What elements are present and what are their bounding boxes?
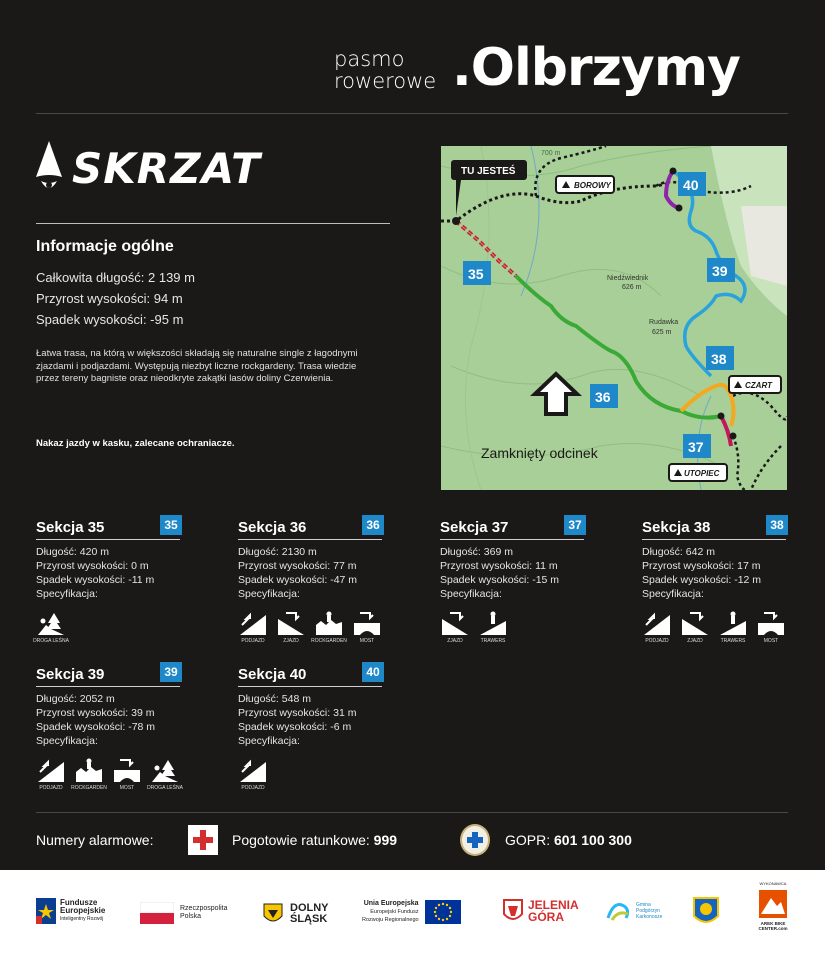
peak-rudawka-height: 625 m: [652, 329, 672, 336]
section-divider: [36, 686, 180, 687]
closed-section-label: Zamknięty odcinek: [481, 445, 598, 461]
jg-line1: JELENIA: [528, 898, 579, 912]
forest-road-icon: [38, 611, 64, 635]
spec-traverse: [478, 611, 508, 644]
poi-czart-label: CZART: [745, 381, 772, 390]
section-divider: [440, 539, 584, 540]
section-ascent: Przyrost wysokości: 0 m: [36, 560, 149, 572]
ue-line1: Unia Europejska: [363, 900, 419, 907]
section-length: Długość: 2130 m: [238, 546, 317, 558]
brand-small-text: [334, 48, 436, 92]
peak-niedzwiednik-height: 626 m: [622, 284, 642, 291]
fe-line3: Inteligentny Rozwój: [60, 916, 104, 922]
eagle-icon: [262, 902, 284, 926]
map-badge-40: [678, 172, 706, 196]
spec-climb: [36, 758, 66, 791]
gmina-line1: Gmina: [636, 902, 651, 908]
descent-icon: [682, 611, 708, 635]
info-heading: Informacje ogólne: [36, 238, 174, 255]
arek-mountain-icon: [759, 890, 787, 918]
gopr-emblem-icon: [460, 824, 490, 856]
climb-icon: [240, 758, 266, 782]
bridge-icon: [354, 611, 380, 635]
logo-arek-bike-center: [756, 880, 790, 931]
spec-label: MOST: [119, 785, 135, 791]
mountain-swirl-icon: [604, 896, 634, 926]
spec-forest-road: [147, 758, 183, 791]
section-spec-label: Specyfikacja:: [238, 588, 300, 600]
ambulance-info: [232, 832, 397, 848]
section-spec-label: Specyfikacja:: [36, 588, 98, 600]
spec-label: TRAWERS: [720, 638, 746, 644]
section-length: Długość: 642 m: [642, 546, 715, 558]
map-badge-36: [590, 384, 618, 408]
trail-name: SKRZAT: [72, 143, 261, 193]
logo-dolny-slask: [262, 902, 329, 926]
logo-gmina-podgorzyn: [604, 896, 662, 926]
jg-line2: GÓRA: [528, 910, 564, 924]
poi-czart: [729, 376, 781, 393]
spec-forest-road: [33, 611, 69, 644]
traverse-icon: [720, 611, 746, 635]
intro-divider: [36, 223, 390, 224]
trail-description: Łatwa trasa, na którą w większości składają się naturalne single z łagodnymi zjazdami i podjazdami. Występują niezbyt liczne rockgardeny. Trasa wiedzie przez tereny bagniste oraz nieodkryte zakątki lasów doliny Czerwienia.: [36, 348, 358, 384]
section-spec-label: Specyfikacja:: [238, 735, 300, 747]
peak-niedzwiednik: Niedźwiednik: [607, 275, 649, 282]
contour-label: 700 m: [541, 150, 561, 157]
section-title: Sekcja 37: [440, 519, 509, 536]
ambulance-number: 999: [373, 832, 398, 848]
section-title: Sekcja 38: [642, 519, 711, 536]
bridge-icon: [758, 611, 784, 635]
map-badge-37-text: 37: [688, 439, 704, 455]
map-badge-38: [706, 346, 734, 370]
spec-climb: [642, 611, 672, 644]
spec-label: PODJAZD: [645, 638, 669, 644]
spec-label: TRAWERS: [480, 638, 506, 644]
spec-label: ZJAZD: [283, 638, 299, 644]
section-ascent: Przyrost wysokości: 11 m: [440, 560, 558, 572]
section-descent: Spadek wysokości: -78 m: [36, 721, 156, 733]
spec-traverse: [718, 611, 748, 644]
fe-line2: Europejskie: [60, 906, 106, 915]
section-title: Sekcja 39: [36, 666, 105, 683]
poi-utopiec-label: UTOPIEC: [684, 469, 720, 478]
ue-line2: Europejski Fundusz: [370, 909, 419, 915]
spec-label: PODJAZD: [241, 638, 265, 644]
poi-borowy-label: BOROWY: [574, 181, 611, 190]
you-are-here-label: TU JESTEŚ: [461, 166, 516, 177]
map-badge-38-text: 38: [711, 351, 727, 367]
logo-unia-europejska: [362, 900, 461, 924]
total-descent: Spadek wysokości: -95 m: [36, 312, 184, 327]
section-descent: Spadek wysokości: -12 m: [642, 574, 762, 586]
traverse-icon: [480, 611, 506, 635]
spec-climb: [238, 611, 268, 644]
spec-label: PODJAZD: [241, 785, 265, 791]
helmet-notice: Nakaz jazdy w kasku, zalecane ochraniacze.: [36, 438, 235, 449]
map-badge-39-text: 39: [712, 263, 728, 279]
map-badge-37: [683, 434, 711, 458]
section-title: Sekcja 36: [238, 519, 307, 536]
climb-icon: [240, 611, 266, 635]
arek-line1: AREK BIKE: [760, 921, 786, 926]
header-divider: [36, 113, 788, 114]
rp-line2: Polska: [180, 913, 202, 920]
poi-utopiec: [669, 464, 727, 481]
trail-map: [441, 146, 787, 490]
eu-flag-icon: [425, 900, 461, 924]
crest-icon: [692, 896, 720, 928]
sponsor-footer: [0, 870, 825, 960]
section-descent: Spadek wysokości: -6 m: [238, 721, 352, 733]
section-descent: Spadek wysokości: -15 m: [440, 574, 560, 586]
peak-rudawka: Rudawka: [649, 319, 679, 326]
spec-label: DROGA LEŚNA: [147, 785, 183, 791]
red-cross-icon: [188, 825, 218, 855]
section-divider: [238, 539, 382, 540]
climb-icon: [644, 611, 670, 635]
logo-jelenia-gora: [502, 898, 579, 924]
section-divider: [642, 539, 786, 540]
rockgarden-icon: [76, 758, 102, 782]
spec-label: ZJAZD: [687, 638, 703, 644]
spec-bridge: [756, 611, 786, 644]
logo-rzeczpospolita: [140, 902, 227, 924]
section-descent: Spadek wysokości: -47 m: [238, 574, 358, 586]
total-length: Całkowita długość: 2 139 m: [36, 270, 195, 285]
section-ascent: Przyrost wysokości: 31 m: [238, 707, 357, 719]
section-length: Długość: 369 m: [440, 546, 513, 558]
section-ascent: Przyrost wysokości: 17 m: [642, 560, 761, 572]
section-badge: 37: [564, 515, 586, 535]
ambulance-label: Pogotowie ratunkowe:: [232, 832, 370, 848]
spec-label: MOST: [763, 638, 779, 644]
logo-fundusze-europejskie: [36, 898, 105, 924]
fe-line1: Fundusze: [60, 898, 98, 907]
fe-star-icon: [36, 898, 56, 924]
brand-pasmo: pasmo: [334, 47, 405, 71]
section-ascent: Przyrost wysokości: 77 m: [238, 560, 357, 572]
gmina-line2: Podgórzyn: [636, 908, 660, 914]
arek-line2: CENTER.com: [758, 926, 788, 931]
alarm-divider: [36, 812, 788, 813]
spec-label: ZJAZD: [447, 638, 463, 644]
section-length: Długość: 420 m: [36, 546, 109, 558]
spec-bridge: [352, 611, 382, 644]
descent-icon: [278, 611, 304, 635]
climb-icon: [38, 758, 64, 782]
total-ascent: Przyrost wysokości: 94 m: [36, 291, 183, 306]
section-badge: 39: [160, 662, 182, 682]
ds-line1: DOLNY: [290, 902, 329, 914]
section-badge: 36: [362, 515, 384, 535]
rp-line1: Rzeczpospolita: [180, 905, 228, 912]
trail-logo: [36, 140, 261, 196]
map-badge-39: [707, 258, 735, 282]
gmina-line3: Karkonosze: [636, 914, 663, 920]
maker-label: WYKONAWCA: [759, 881, 787, 886]
alarm-label: Numery alarmowe:: [36, 832, 154, 848]
map-badge-40-text: 40: [683, 177, 699, 193]
bridge-icon: [114, 758, 140, 782]
section-divider: [36, 539, 180, 540]
polish-flag-icon: [140, 902, 174, 924]
rockgarden-icon: [316, 611, 342, 635]
brand-rowerowe: rowerowe: [334, 69, 437, 93]
spec-rockgarden: [71, 758, 107, 791]
gopr-info: [505, 832, 632, 848]
section-length: Długość: 548 m: [238, 693, 311, 705]
section-title: Sekcja 35: [36, 519, 105, 536]
spec-label: ROCKGARDEN: [71, 785, 107, 791]
spec-label: PODJAZD: [39, 785, 63, 791]
municipal-crest: [692, 896, 720, 931]
section-spec-label: Specyfikacja:: [36, 735, 98, 747]
gnome-icon: [36, 141, 62, 195]
spec-label: MOST: [359, 638, 375, 644]
spec-climb: [238, 758, 268, 791]
deer-crest-icon: [502, 898, 524, 924]
spec-rockgarden: [311, 611, 347, 644]
section-ascent: Przyrost wysokości: 39 m: [36, 707, 155, 719]
spec-descent: [276, 611, 306, 644]
spec-label: DROGA LEŚNA: [33, 638, 69, 644]
section-spec-label: Specyfikacja:: [642, 588, 704, 600]
map-badge-35: [463, 261, 491, 285]
spec-descent: [440, 611, 470, 644]
section-descent: Spadek wysokości: -11 m: [36, 574, 155, 586]
map-badge-36-text: 36: [595, 389, 611, 405]
section-title: Sekcja 40: [238, 666, 307, 683]
brand-olbrzymy: .Olbrzymy: [452, 38, 740, 98]
section-badge: 35: [160, 515, 182, 535]
gopr-label: GOPR:: [505, 832, 551, 848]
section-spec-label: Specyfikacja:: [440, 588, 502, 600]
forest-road-icon: [152, 758, 178, 782]
spec-bridge: [112, 758, 142, 791]
map-badge-35-text: 35: [468, 266, 484, 282]
ue-line3: Rozwoju Regionalnego: [362, 917, 419, 923]
section-length: Długość: 2052 m: [36, 693, 115, 705]
poi-borowy: [556, 176, 614, 193]
ds-line2: ŚLĄSK: [290, 913, 328, 925]
descent-icon: [442, 611, 468, 635]
section-badge: 40: [362, 662, 384, 682]
spec-descent: [680, 611, 710, 644]
section-divider: [238, 686, 382, 687]
section-badge: 38: [766, 515, 788, 535]
gopr-number: 601 100 300: [554, 832, 632, 848]
spec-label: ROCKGARDEN: [311, 638, 347, 644]
